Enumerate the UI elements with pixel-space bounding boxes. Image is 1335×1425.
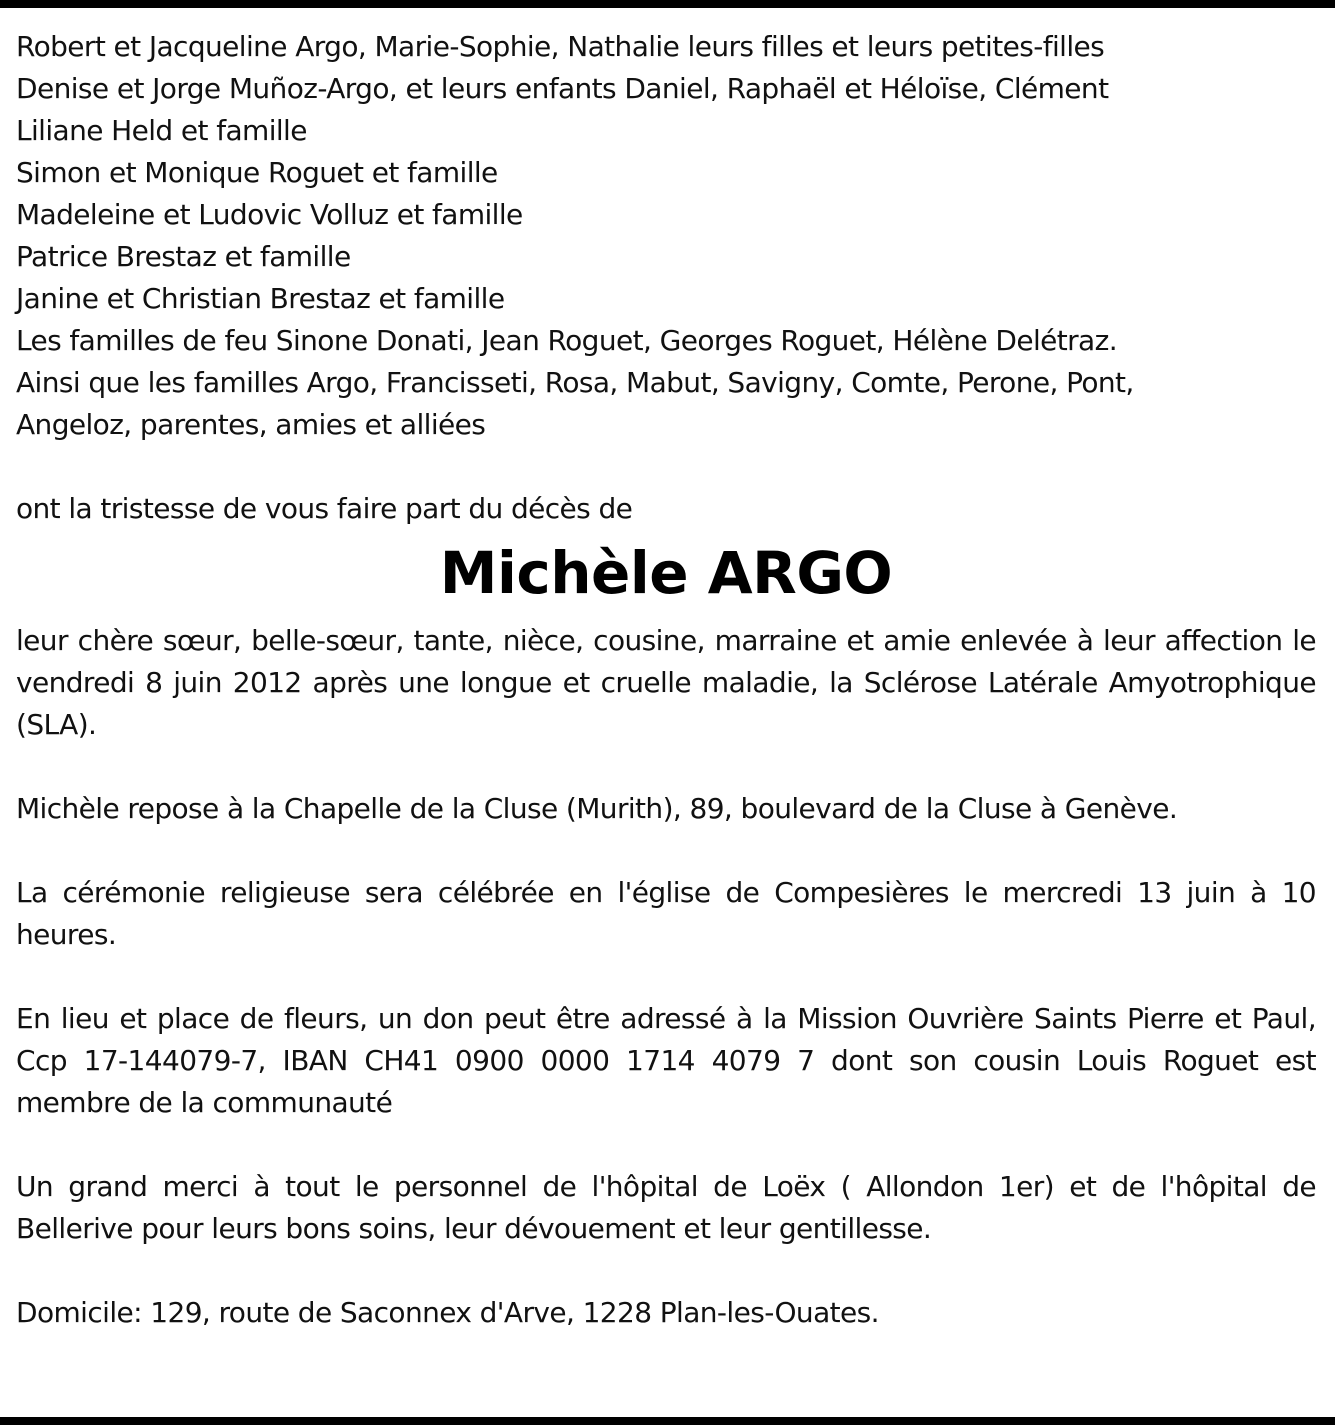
relation-paragraph: leur chère sœur, belle-sœur, tante, nièce, cousine, marraine et amie enlevée à leur affection le vendredi 8 juin 2012 après une longue et cruelle maladie, la Sclérose Latérale Amyotrophique (SLA). — [16, 624, 1316, 741]
deceased-name: Michèle ARGO — [439, 539, 893, 607]
family-line: Denise et Jorge Muñoz-Argo, et leurs enfants Daniel, Raphaël et Héloïse, Clément — [16, 72, 1109, 105]
announcement-text: ont la tristesse de vous faire part du décès de — [16, 492, 633, 525]
family-line: Madeleine et Ludovic Volluz et famille — [16, 198, 523, 231]
family-line: Janine et Christian Brestaz et famille — [16, 282, 505, 315]
family-line: Angeloz, parentes, amies et alliées — [16, 408, 486, 441]
family-line: Robert et Jacqueline Argo, Marie-Sophie, Nathalie leurs filles et leurs petites-filles — [16, 30, 1105, 63]
repose-paragraph: Michèle repose à la Chapelle de la Cluse (Murith), 89, boulevard de la Cluse à Genève. — [16, 792, 1178, 825]
domicile-text: Domicile: 129, route de Saconnex d'Arve, 1228 Plan-les-Ouates. — [16, 1296, 879, 1329]
family-line: Ainsi que les familles Argo, Francisseti, Rosa, Mabut, Savigny, Comte, Perone, Pont, — [16, 366, 1134, 399]
bottom-border-rule — [0, 1417, 1335, 1425]
family-list — [16, 26, 1316, 446]
thanks-paragraph: Un grand merci à tout le personnel de l'hôpital de Loëx ( Allondon 1er) et de l'hôpital de Bellerive pour leurs bons soins, leur dévouement et leur gentillesse. — [16, 1170, 1316, 1245]
family-line: Liliane Held et famille — [16, 114, 307, 147]
death-notice — [16, 26, 1316, 1334]
family-line: Patrice Brestaz et famille — [16, 240, 351, 273]
family-line: Simon et Monique Roguet et famille — [16, 156, 498, 189]
ceremony-paragraph: La cérémonie religieuse sera célébrée en l'église de Compesières le mercredi 13 juin à 10 heures. — [16, 876, 1316, 951]
top-border-rule — [0, 0, 1335, 8]
donation-paragraph: En lieu et place de fleurs, un don peut être adressé à la Mission Ouvrière Saints Pierre et Paul, Ccp 17-144079-7, IBAN CH41 0900 0000 1714 4079 7 dont son cousin Louis Roguet est membre de la communauté — [16, 1002, 1316, 1119]
family-line: Les familles de feu Sinone Donati, Jean Roguet, Georges Roguet, Hélène Delétraz. — [16, 324, 1118, 357]
